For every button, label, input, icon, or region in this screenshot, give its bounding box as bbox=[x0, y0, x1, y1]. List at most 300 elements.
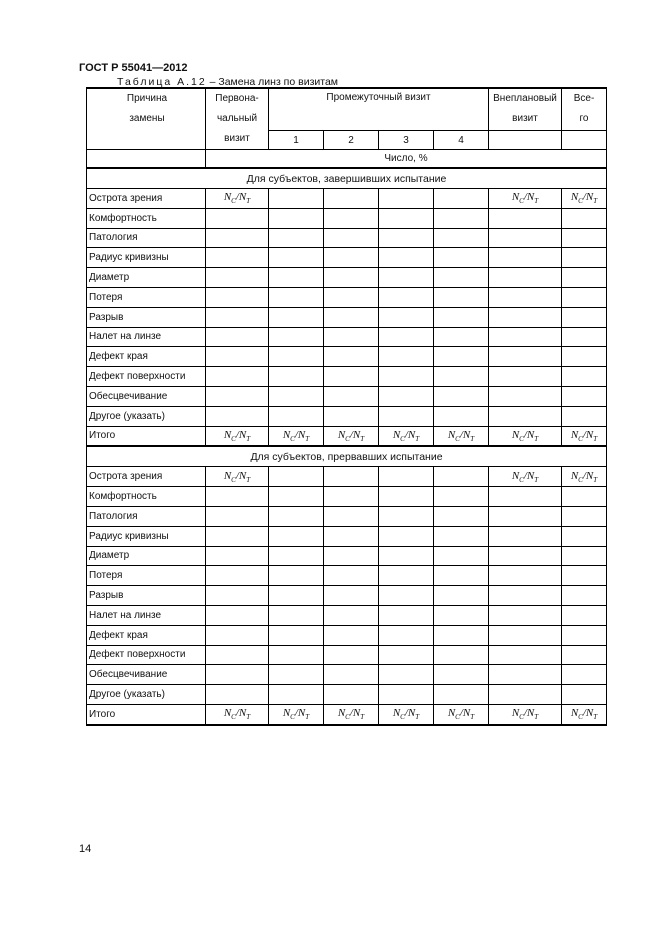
nc-nt-formula bbox=[512, 470, 538, 482]
section-title: Для субъектов, прервавших испытание bbox=[87, 446, 607, 467]
row-label: Разрыв bbox=[87, 307, 206, 327]
formula-part: / bbox=[235, 191, 239, 204]
table-cell bbox=[324, 268, 379, 288]
formula-part: N bbox=[392, 428, 401, 441]
table-cell bbox=[206, 386, 269, 406]
table-cell bbox=[489, 189, 562, 209]
table-caption-title: – Замена линз по визитам bbox=[209, 76, 338, 88]
table-cell bbox=[489, 526, 562, 546]
col-header-visit-3: 3 bbox=[379, 131, 434, 150]
col-header-reason-blank bbox=[87, 150, 206, 169]
table-cell bbox=[379, 645, 434, 665]
table-cell bbox=[324, 566, 379, 586]
nc-nt-formula bbox=[511, 428, 539, 444]
table-cell bbox=[324, 228, 379, 248]
table-cell bbox=[489, 287, 562, 307]
table-cell bbox=[562, 685, 607, 705]
col-header-total bbox=[562, 88, 607, 131]
nc-nt-formula bbox=[392, 707, 420, 722]
table-cell bbox=[489, 665, 562, 685]
formula-part: C bbox=[231, 713, 236, 722]
table-cell bbox=[562, 327, 607, 347]
table-cell bbox=[379, 287, 434, 307]
table-row bbox=[87, 566, 607, 586]
table-cell bbox=[269, 327, 324, 347]
table-cell bbox=[489, 586, 562, 606]
formula-part: / bbox=[294, 428, 298, 441]
table-cell bbox=[434, 625, 489, 645]
formula-part: / bbox=[523, 191, 527, 204]
table-cell bbox=[324, 248, 379, 268]
formula-part: C bbox=[345, 713, 350, 722]
table-cell bbox=[562, 426, 607, 446]
table-cell bbox=[434, 208, 489, 228]
table-cell bbox=[269, 347, 324, 367]
formula-part: / bbox=[582, 191, 586, 204]
table-cell bbox=[489, 406, 562, 426]
formula-part: N bbox=[223, 707, 232, 720]
table-cell bbox=[206, 487, 269, 507]
table-cell bbox=[379, 704, 434, 724]
table-cell bbox=[379, 685, 434, 705]
table-cell bbox=[489, 566, 562, 586]
col-header-unscheduled-line1: Внеплановый bbox=[493, 93, 557, 104]
table-cell bbox=[489, 467, 562, 487]
table-cell bbox=[562, 367, 607, 387]
formula-part: C bbox=[231, 435, 236, 444]
formula-part: C bbox=[455, 713, 460, 722]
nc-nt-formula bbox=[223, 191, 251, 206]
col-header-unit: Число, % bbox=[206, 150, 607, 169]
table-cell bbox=[379, 487, 434, 507]
table-cell bbox=[379, 347, 434, 367]
formula-part: T bbox=[470, 435, 475, 444]
formula-part: C bbox=[290, 435, 295, 444]
formula-part: N bbox=[223, 428, 232, 441]
header-row-1 bbox=[87, 88, 607, 131]
table-cell bbox=[269, 248, 324, 268]
formula-part: N bbox=[570, 428, 579, 441]
formula-part: / bbox=[235, 469, 239, 482]
formula-part: T bbox=[246, 475, 251, 484]
table-cell bbox=[206, 248, 269, 268]
row-label: Радиус кривизны bbox=[87, 526, 206, 546]
table-cell bbox=[324, 307, 379, 327]
table-row bbox=[87, 546, 607, 566]
table-cell bbox=[379, 467, 434, 487]
table-cell bbox=[269, 546, 324, 566]
formula-part: C bbox=[519, 197, 524, 206]
formula-part: N bbox=[238, 428, 247, 441]
table-cell bbox=[206, 526, 269, 546]
formula-part: N bbox=[585, 191, 594, 204]
table-cell bbox=[489, 386, 562, 406]
table-cell bbox=[379, 426, 434, 446]
formula-part: / bbox=[235, 707, 239, 720]
table-row bbox=[87, 347, 607, 367]
table-cell bbox=[562, 645, 607, 665]
formula-part: C bbox=[519, 713, 524, 722]
formula-part: C bbox=[290, 713, 295, 722]
section-header-row bbox=[87, 446, 607, 467]
formula-part: N bbox=[392, 707, 401, 720]
header-row-3 bbox=[87, 150, 607, 169]
table-cell bbox=[489, 248, 562, 268]
table-cell bbox=[206, 586, 269, 606]
table-cell bbox=[379, 406, 434, 426]
table-cell bbox=[434, 189, 489, 209]
table-cell bbox=[269, 307, 324, 327]
formula-part: / bbox=[523, 469, 527, 482]
row-label: Обесцвечивание bbox=[87, 665, 206, 685]
formula-part: C bbox=[519, 435, 524, 444]
formula-part: N bbox=[570, 707, 579, 720]
table-row bbox=[87, 228, 607, 248]
formula-part: N bbox=[526, 191, 535, 204]
table-cell bbox=[206, 287, 269, 307]
table-cell bbox=[206, 605, 269, 625]
table-cell bbox=[269, 426, 324, 446]
row-label: Налет на линзе bbox=[87, 605, 206, 625]
table-cell bbox=[434, 228, 489, 248]
formula-part: N bbox=[238, 469, 247, 482]
table-cell bbox=[434, 566, 489, 586]
row-label: Диаметр bbox=[87, 268, 206, 288]
nc-nt-formula bbox=[337, 707, 365, 722]
formula-part: T bbox=[246, 197, 251, 206]
formula-part: T bbox=[360, 435, 365, 444]
nc-nt-formula bbox=[282, 707, 310, 722]
table-cell bbox=[489, 307, 562, 327]
formula-part: N bbox=[282, 707, 291, 720]
table-cell bbox=[206, 307, 269, 327]
formula-part: / bbox=[404, 707, 408, 720]
table-cell bbox=[489, 685, 562, 705]
table-cell bbox=[489, 506, 562, 526]
table-row bbox=[87, 208, 607, 228]
table-cell bbox=[324, 189, 379, 209]
table-cell bbox=[206, 566, 269, 586]
table-cell bbox=[324, 526, 379, 546]
formula-part: N bbox=[352, 428, 361, 441]
table-cell bbox=[324, 208, 379, 228]
table-cell bbox=[269, 189, 324, 209]
formula-part: / bbox=[582, 707, 586, 720]
formula-part: T bbox=[415, 435, 420, 444]
table-row bbox=[87, 307, 607, 327]
nc-nt-formula bbox=[282, 428, 310, 444]
total-row bbox=[87, 704, 607, 724]
formula-part: N bbox=[238, 191, 247, 204]
table-cell bbox=[434, 248, 489, 268]
formula-part: N bbox=[526, 469, 535, 482]
formula-part: N bbox=[511, 469, 520, 482]
table-cell bbox=[434, 704, 489, 724]
table-cell bbox=[562, 665, 607, 685]
formula-part: / bbox=[235, 428, 239, 441]
formula-part: N bbox=[526, 707, 535, 720]
table-cell bbox=[489, 367, 562, 387]
table-cell bbox=[269, 566, 324, 586]
row-label: Налет на линзе bbox=[87, 327, 206, 347]
table-cell bbox=[324, 467, 379, 487]
row-label: Патология bbox=[87, 228, 206, 248]
formula-part: T bbox=[534, 197, 539, 206]
table-cell bbox=[269, 406, 324, 426]
table-cell bbox=[562, 248, 607, 268]
nc-nt-formula bbox=[571, 470, 597, 482]
formula-part: N bbox=[462, 707, 471, 720]
table-cell bbox=[379, 566, 434, 586]
table-cell bbox=[562, 386, 607, 406]
table-cell bbox=[379, 506, 434, 526]
total-row bbox=[87, 426, 607, 446]
formula-part: N bbox=[297, 428, 306, 441]
table-row bbox=[87, 487, 607, 507]
formula-part: T bbox=[305, 435, 310, 444]
table-cell bbox=[379, 526, 434, 546]
nc-nt-formula bbox=[447, 707, 475, 722]
table-cell bbox=[489, 327, 562, 347]
nc-nt-formula bbox=[511, 707, 539, 722]
table-cell bbox=[206, 685, 269, 705]
col-header-visit-4: 4 bbox=[434, 131, 489, 150]
table-cell bbox=[324, 347, 379, 367]
formula-part: N bbox=[585, 469, 594, 482]
table-cell bbox=[324, 685, 379, 705]
table-cell bbox=[379, 625, 434, 645]
table-row bbox=[87, 386, 607, 406]
table-cell bbox=[269, 268, 324, 288]
table-cell bbox=[269, 228, 324, 248]
formula-part: C bbox=[578, 475, 583, 484]
table-row bbox=[87, 367, 607, 387]
row-label: Разрыв bbox=[87, 586, 206, 606]
table-cell bbox=[324, 406, 379, 426]
formula-part: N bbox=[585, 707, 594, 720]
table-row bbox=[87, 685, 607, 705]
table-cell bbox=[562, 605, 607, 625]
formula-part: T bbox=[593, 197, 598, 206]
row-label: Другое (указать) bbox=[87, 406, 206, 426]
table-cell bbox=[324, 287, 379, 307]
formula-part: T bbox=[534, 713, 539, 722]
table-cell bbox=[324, 586, 379, 606]
col-header-first-line3: визит bbox=[224, 133, 250, 144]
formula-part: N bbox=[407, 707, 416, 720]
col-header-unscheduled-blank bbox=[489, 131, 562, 150]
section-title: Для субъектов, завершивших испытание bbox=[87, 168, 607, 189]
table-cell bbox=[434, 386, 489, 406]
table-cell bbox=[379, 665, 434, 685]
formula-part: N bbox=[511, 191, 520, 204]
table-cell bbox=[269, 645, 324, 665]
table-cell bbox=[206, 327, 269, 347]
table-cell bbox=[434, 645, 489, 665]
formula-part: / bbox=[294, 707, 298, 720]
table-cell bbox=[562, 208, 607, 228]
formula-part: T bbox=[534, 475, 539, 484]
table-row bbox=[87, 406, 607, 426]
table-cell bbox=[489, 546, 562, 566]
table-cell bbox=[379, 189, 434, 209]
table-row bbox=[87, 605, 607, 625]
table-cell bbox=[379, 228, 434, 248]
formula-part: C bbox=[400, 435, 405, 444]
formula-part: T bbox=[593, 435, 598, 444]
table-cell bbox=[206, 546, 269, 566]
table-cell bbox=[269, 704, 324, 724]
formula-part: C bbox=[231, 197, 236, 206]
formula-part: T bbox=[360, 713, 365, 722]
formula-part: N bbox=[447, 428, 456, 441]
table-cell bbox=[489, 605, 562, 625]
formula-part: T bbox=[305, 713, 310, 722]
table-cell bbox=[324, 327, 379, 347]
table-cell bbox=[562, 467, 607, 487]
table-row bbox=[87, 506, 607, 526]
formula-part: / bbox=[523, 428, 527, 441]
document-standard-code: ГОСТ Р 55041—2012 bbox=[79, 62, 188, 74]
table-cell bbox=[324, 386, 379, 406]
formula-part: N bbox=[337, 428, 346, 441]
formula-part: N bbox=[297, 707, 306, 720]
table-row bbox=[87, 625, 607, 645]
table-body bbox=[87, 88, 607, 725]
col-header-first-line2: чальный bbox=[216, 113, 258, 124]
lens-replacement-table bbox=[86, 87, 607, 726]
table-row bbox=[87, 268, 607, 288]
table-cell bbox=[206, 228, 269, 248]
table-cell bbox=[324, 546, 379, 566]
row-label: Итого bbox=[87, 704, 206, 724]
nc-nt-formula bbox=[570, 707, 598, 722]
table-row bbox=[87, 526, 607, 546]
formula-part: C bbox=[578, 435, 583, 444]
formula-part: N bbox=[511, 428, 520, 441]
formula-part: T bbox=[415, 713, 420, 722]
table-cell bbox=[269, 487, 324, 507]
formula-part: / bbox=[582, 428, 586, 441]
formula-part: / bbox=[349, 428, 353, 441]
formula-part: C bbox=[519, 475, 524, 484]
table-cell bbox=[434, 586, 489, 606]
formula-part: C bbox=[345, 435, 350, 444]
nc-nt-formula bbox=[223, 707, 251, 722]
table-cell bbox=[489, 208, 562, 228]
row-label: Острота зрения bbox=[87, 189, 206, 209]
formula-part: C bbox=[400, 713, 405, 722]
nc-nt-formula bbox=[511, 191, 539, 206]
table-caption-label: Таблица А.12 bbox=[117, 76, 207, 88]
table-cell bbox=[562, 704, 607, 724]
row-label: Дефект края bbox=[87, 347, 206, 367]
formula-part: / bbox=[404, 428, 408, 441]
formula-part: N bbox=[585, 428, 594, 441]
formula-part: N bbox=[337, 707, 346, 720]
table-cell bbox=[269, 467, 324, 487]
formula-part: C bbox=[231, 475, 236, 484]
table-cell bbox=[562, 228, 607, 248]
nc-nt-formula bbox=[570, 428, 598, 444]
table-cell bbox=[562, 487, 607, 507]
table-cell bbox=[206, 704, 269, 724]
row-label: Диаметр bbox=[87, 546, 206, 566]
page-number: 14 bbox=[79, 843, 92, 855]
table-cell bbox=[269, 386, 324, 406]
table-cell bbox=[324, 625, 379, 645]
table-cell bbox=[562, 268, 607, 288]
table-cell bbox=[434, 665, 489, 685]
table-cell bbox=[562, 566, 607, 586]
formula-part: / bbox=[523, 707, 527, 720]
formula-part: C bbox=[455, 435, 460, 444]
table-row bbox=[87, 248, 607, 268]
table-cell bbox=[379, 327, 434, 347]
table-cell bbox=[206, 268, 269, 288]
table-cell bbox=[562, 625, 607, 645]
formula-part: N bbox=[570, 191, 579, 204]
table-cell bbox=[489, 347, 562, 367]
table-cell bbox=[434, 685, 489, 705]
table-cell bbox=[434, 467, 489, 487]
formula-part: N bbox=[238, 707, 247, 720]
table-cell bbox=[434, 406, 489, 426]
nc-nt-formula bbox=[224, 470, 250, 482]
row-label: Острота зрения bbox=[87, 467, 206, 487]
table-cell bbox=[489, 704, 562, 724]
table-cell bbox=[206, 625, 269, 645]
table-cell bbox=[379, 268, 434, 288]
table-cell bbox=[434, 307, 489, 327]
table-cell bbox=[206, 506, 269, 526]
table-cell bbox=[206, 347, 269, 367]
row-label: Потеря bbox=[87, 287, 206, 307]
formula-part: T bbox=[246, 713, 251, 722]
table-cell bbox=[434, 268, 489, 288]
table-cell bbox=[269, 506, 324, 526]
col-header-total-line1: Все- bbox=[573, 93, 595, 104]
nc-nt-formula bbox=[392, 428, 420, 444]
row-label: Дефект края bbox=[87, 625, 206, 645]
formula-part: N bbox=[447, 707, 456, 720]
table-cell bbox=[379, 248, 434, 268]
table-cell bbox=[206, 406, 269, 426]
section-header-row bbox=[87, 168, 607, 189]
table-cell bbox=[562, 347, 607, 367]
row-label: Итого bbox=[87, 426, 206, 446]
nc-nt-formula bbox=[570, 191, 598, 206]
table-row bbox=[87, 645, 607, 665]
table-cell bbox=[206, 208, 269, 228]
col-header-total-line2: го bbox=[579, 113, 589, 124]
table-row bbox=[87, 467, 607, 487]
table-cell bbox=[434, 546, 489, 566]
nc-nt-formula bbox=[223, 428, 251, 444]
table-cell bbox=[434, 426, 489, 446]
table-cell bbox=[269, 586, 324, 606]
formula-part: C bbox=[578, 197, 583, 206]
table-cell bbox=[434, 506, 489, 526]
table-cell bbox=[489, 645, 562, 665]
row-label: Радиус кривизны bbox=[87, 248, 206, 268]
table-cell bbox=[269, 625, 324, 645]
table-cell bbox=[324, 665, 379, 685]
row-label: Другое (указать) bbox=[87, 685, 206, 705]
table-cell bbox=[434, 327, 489, 347]
formula-part: N bbox=[282, 428, 291, 441]
row-label: Потеря bbox=[87, 566, 206, 586]
